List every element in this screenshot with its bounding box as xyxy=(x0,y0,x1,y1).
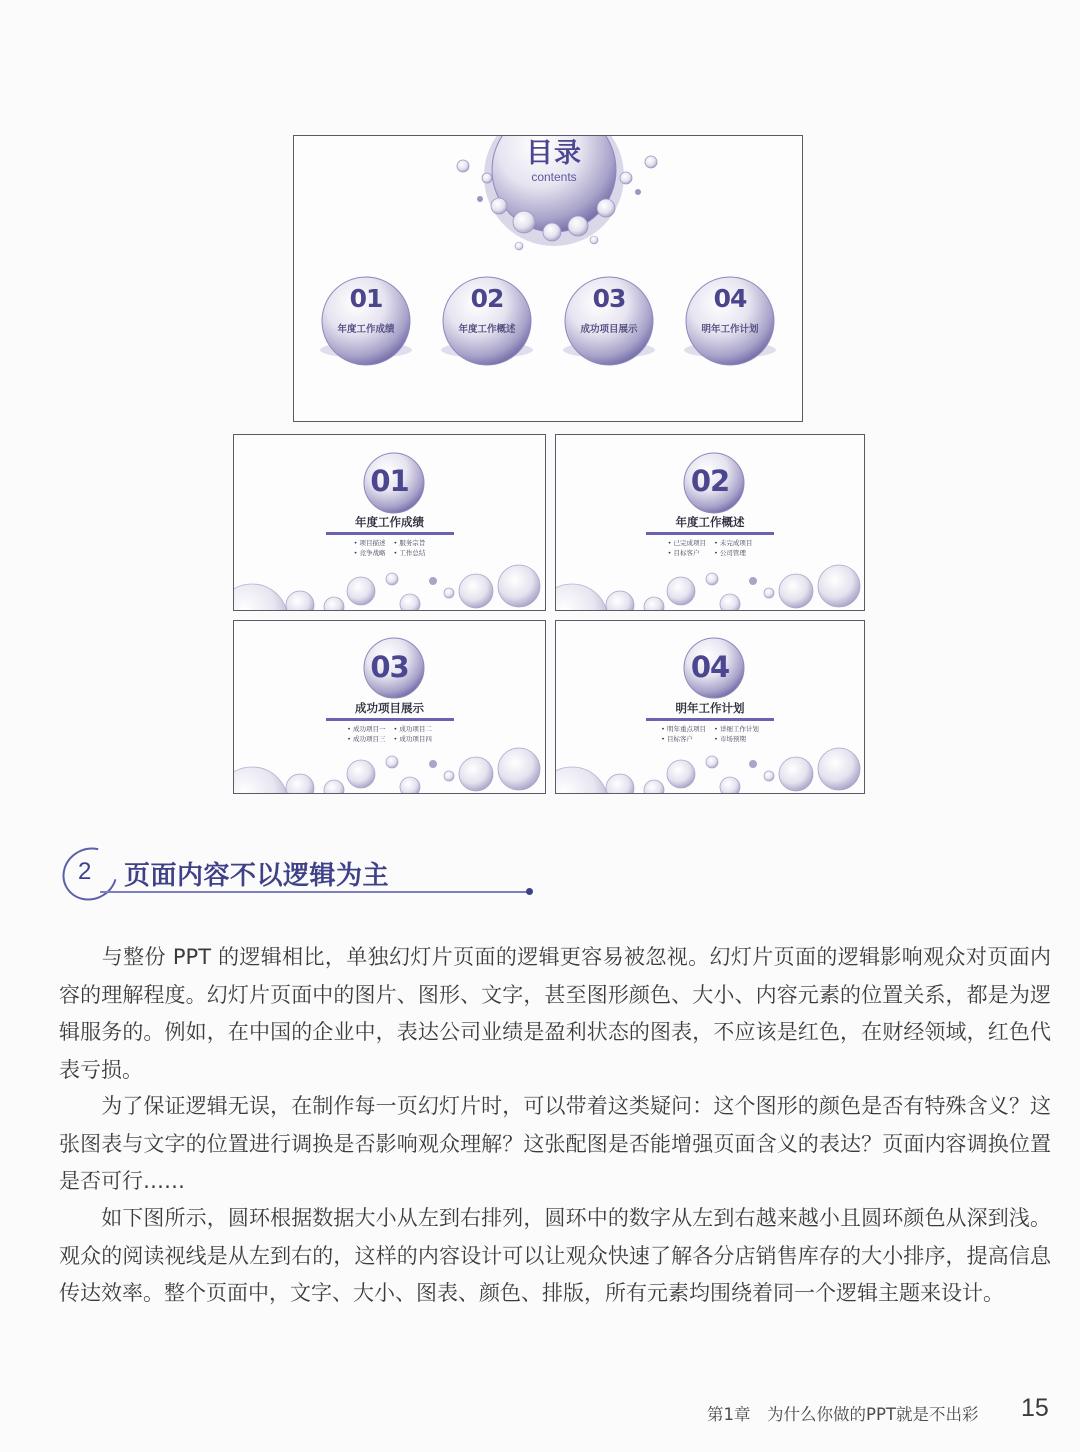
body-paragraph: 为了保证逻辑无误，在制作每一页幻灯片时，可以带着这类疑问：这个图形的颜色是否有特殊含义？这张图表与文字的位置进行调换是否影响观众理解？这张配图是否能增强页面含义的表达？页面内容调换位置是否可行…… xyxy=(59,1094,1051,1193)
bullet-item: • 竞争战略 xyxy=(353,549,386,557)
section-content xyxy=(556,435,864,558)
bullet-item: • 成功项目二 xyxy=(393,725,432,733)
bullet-item: • 服务宗旨 xyxy=(393,539,426,547)
section-slide-1 xyxy=(233,434,546,611)
bullet-item: • 目标客户 xyxy=(667,549,700,557)
toc-item-2 xyxy=(437,284,537,335)
toc-item-number: 01 xyxy=(349,284,383,313)
bullet-item: • 未完成项目 xyxy=(714,539,753,547)
section-number: 01 xyxy=(370,464,409,498)
bullet-item: • 明年重点项目 xyxy=(661,725,706,733)
toc-item-label: 年度工作成绩 xyxy=(337,324,395,335)
section-bullets xyxy=(556,539,864,558)
section-slide-2 xyxy=(555,434,865,611)
section-divider xyxy=(646,532,774,535)
section-slide-3 xyxy=(233,620,546,794)
bullet-item: • 已完成项目 xyxy=(667,539,706,547)
section-bullets xyxy=(234,725,545,744)
section-number: 02 xyxy=(690,464,730,498)
footer-chapter-title: 第1章 为什么你做的PPT就是不出彩 xyxy=(707,1405,979,1424)
body-paragraph: 如下图所示，圆环根据数据大小从左到右排列，圆环中的数字从左到右越来越小且圆环颜色从深到浅。观众的阅读视线是从左到右的，这样的内容设计可以让观众快速了解各分店销售库存的大小排序，提高信息传达效率。整个页面中，文字、大小、图表、颜色、排版，所有元素均围绕着同一个逻辑主题来设计。 xyxy=(59,1206,1051,1305)
toc-item-label: 年度工作概述 xyxy=(458,324,516,335)
toc-subtitle: contents xyxy=(531,170,577,184)
section-divider xyxy=(326,532,454,535)
section-title: 年度工作成绩 xyxy=(355,515,424,529)
section-slide-4 xyxy=(555,620,865,794)
bullet-item: • 成功项目三 xyxy=(347,735,386,743)
section-divider xyxy=(646,718,774,721)
toc-item-label: 明年工作计划 xyxy=(701,324,759,335)
section-number: 03 xyxy=(370,650,409,684)
heading-underline xyxy=(100,891,529,893)
heading-underline-dot xyxy=(526,888,533,895)
body-paragraph: 与整份 PPT 的逻辑相比，单独幻灯片页面的逻辑更容易被忽视。幻灯片页面的逻辑影响观众对页面内容的理解程度。幻灯片页面中的图片、图形、文字，甚至图形颜色、大小、内容元素的位置关系，都是为逻辑服务的。例如，在中国的企业中，表达公司业绩是盈利状态的图表，不应该是红色，在财经领域，红色代表亏损。 xyxy=(59,945,1051,1082)
bullet-item: • 成功项目四 xyxy=(393,735,432,743)
toc-item-label: 成功项目展示 xyxy=(580,324,638,335)
bullet-item: • 工作总结 xyxy=(393,549,426,557)
toc-item-number: 03 xyxy=(592,284,626,313)
bullet-item: • 市场预期 xyxy=(714,735,746,743)
toc-item-number: 04 xyxy=(713,284,747,313)
toc-item-number: 02 xyxy=(470,284,504,313)
section-number: 04 xyxy=(690,650,730,684)
toc-title: 目录 xyxy=(526,138,582,169)
section-bullets xyxy=(234,539,545,558)
bullet-item: • 成功项目一 xyxy=(347,725,386,733)
section-divider xyxy=(326,718,454,721)
toc-heading xyxy=(484,138,624,184)
section-bullets xyxy=(556,725,864,744)
toc-item-4 xyxy=(680,284,780,335)
bullet-item: • 详细工作计划 xyxy=(714,725,759,733)
toc-slide xyxy=(293,135,803,422)
section-content xyxy=(234,435,545,558)
section-content xyxy=(234,621,545,744)
section-title: 明年工作计划 xyxy=(675,701,745,715)
page-number: 15 xyxy=(1021,1394,1049,1422)
section-heading: 页面内容不以逻辑为主 xyxy=(124,861,390,891)
toc-item-1 xyxy=(316,284,416,335)
bullet-item: • 项目描述 xyxy=(353,539,386,547)
bullet-item: • 公司管理 xyxy=(714,549,746,557)
bullet-item: • 目标客户 xyxy=(661,735,693,743)
section-title: 成功项目展示 xyxy=(355,701,424,715)
heading-number: 2 xyxy=(78,858,92,885)
section-title: 年度工作概述 xyxy=(675,515,745,529)
section-content xyxy=(556,621,864,744)
toc-item-3 xyxy=(559,284,659,335)
